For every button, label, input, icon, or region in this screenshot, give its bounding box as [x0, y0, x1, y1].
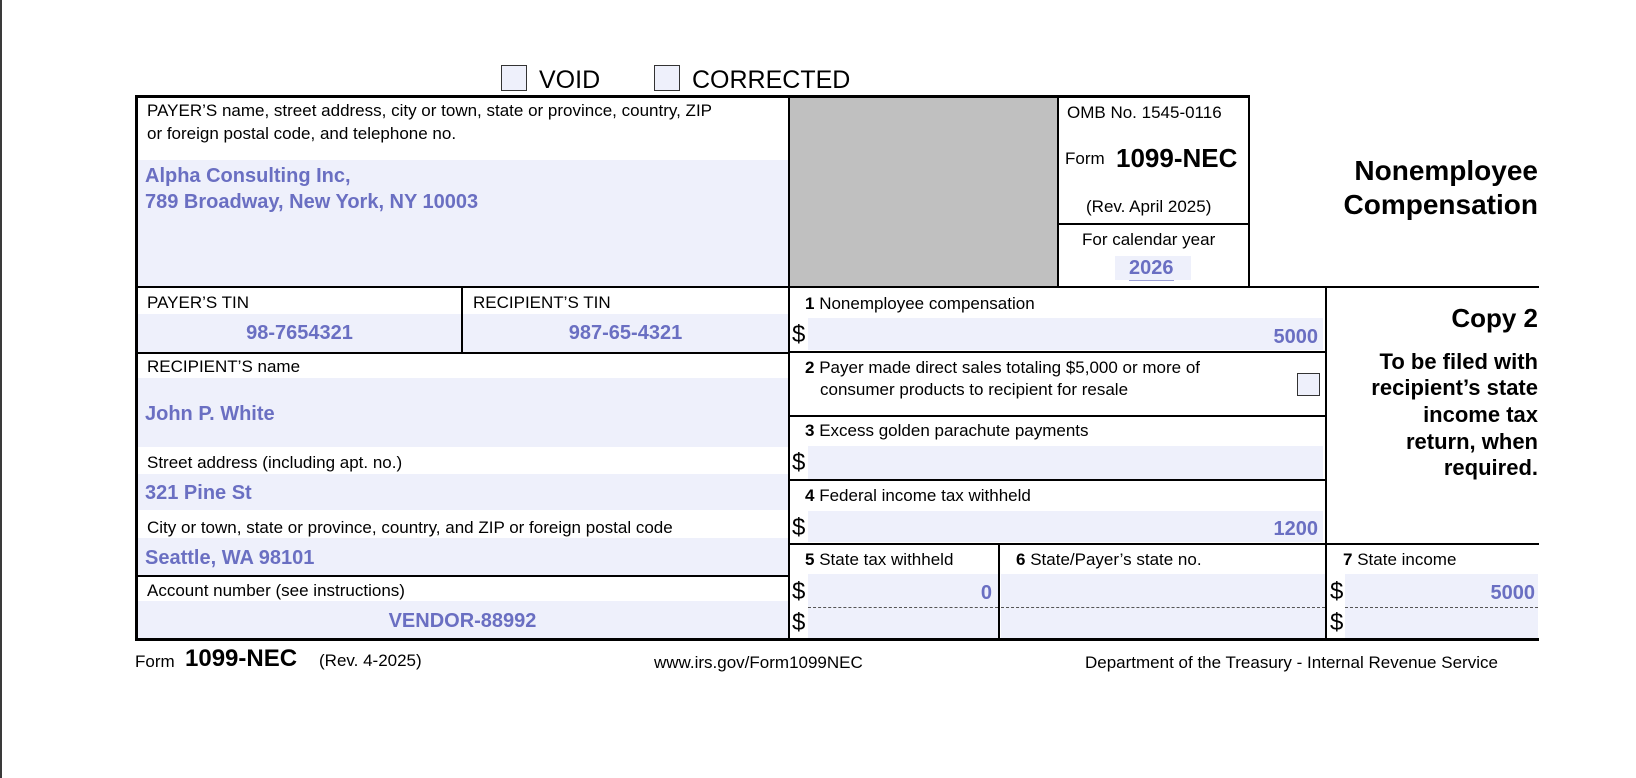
payer-address: 789 Broadway, New York, NY 10003 [145, 191, 479, 213]
box7-text: State income [1357, 550, 1457, 569]
box3-number: 3 [805, 421, 815, 440]
copy-instruction: To be filed with [1379, 349, 1538, 374]
column-divider [788, 95, 790, 641]
form-title: Nonemployee [1354, 155, 1538, 186]
box3-text: Excess golden parachute payments [819, 421, 1089, 440]
page-edge [0, 0, 2, 778]
recipient-tin-label: RECIPIENT’S TIN [473, 293, 611, 312]
box4-label [805, 486, 1031, 506]
dashed-divider [1345, 607, 1538, 608]
city-label: City or town, state or province, country, and ZIP or foreign postal code [147, 518, 673, 537]
box5-dollar: $ [792, 578, 806, 605]
void-checkbox[interactable] [501, 65, 527, 91]
box2-text: consumer products to recipient for resale [820, 380, 1129, 399]
omb-number: OMB No. 1545-0116 [1067, 103, 1222, 122]
row-divider [788, 351, 1327, 353]
void-label: VOID [539, 66, 601, 94]
payer-name: Alpha Consulting Inc, [145, 165, 351, 187]
footer-website[interactable]: www.irs.gov/Form1099NEC [654, 653, 863, 672]
row-divider [788, 479, 1327, 481]
box2-number: 2 [805, 358, 815, 377]
row-divider [788, 415, 1327, 417]
row-divider [135, 575, 790, 577]
box1-label [805, 294, 1035, 314]
box7-value: 5000 [1490, 582, 1535, 604]
box7-label [1343, 550, 1456, 570]
box4-text: Federal income tax withheld [819, 486, 1031, 505]
street-value: 321 Pine St [145, 482, 252, 504]
copy-title: Copy 2 [1451, 303, 1538, 333]
box1-value: 5000 [1273, 326, 1318, 348]
box3-label [805, 421, 1089, 441]
box3-dollar: $ [792, 449, 806, 476]
footer-department: Department of the Treasury - Internal Revenue Service [1085, 653, 1498, 672]
calendar-year-label: For calendar year [1082, 230, 1216, 249]
box6-label [1016, 550, 1202, 570]
box1-text: Nonemployee compensation [819, 294, 1035, 313]
column-divider [1057, 95, 1059, 288]
footer-form-name: 1099-NEC [185, 645, 298, 672]
account-label: Account number (see instructions) [147, 581, 405, 600]
box3-field[interactable] [808, 446, 1323, 479]
form-bottom-border [135, 638, 1539, 641]
dashed-divider [1001, 607, 1325, 608]
box5-text: State tax withheld [819, 550, 954, 569]
shaded-box [790, 97, 1058, 287]
street-label: Street address (including apt. no.) [147, 453, 403, 472]
box7-dollar: $ [1330, 578, 1344, 605]
box7-number: 7 [1343, 550, 1353, 569]
recipient-name: John P. White [145, 403, 275, 425]
copy-instruction: recipient’s state [1371, 375, 1538, 400]
corrected-checkbox[interactable] [654, 65, 680, 91]
box1-number: 1 [805, 294, 815, 313]
copy-instruction: income tax [1423, 402, 1538, 427]
box5-number: 5 [805, 550, 815, 569]
form-title: Compensation [1343, 189, 1538, 220]
box6-number: 6 [1016, 550, 1026, 569]
box5-dollar: $ [792, 609, 806, 636]
form-top-border [135, 95, 1250, 98]
box5-label [805, 550, 953, 570]
dashed-divider [808, 607, 998, 608]
copy-instruction: required. [1443, 455, 1538, 480]
copy-instruction: return, when [1405, 429, 1538, 454]
box4-number: 4 [805, 486, 815, 505]
payer-tin: 98-7654321 [246, 322, 353, 344]
box6-field[interactable] [1001, 574, 1325, 638]
form-left-border [135, 95, 138, 641]
form-name: 1099-NEC [1116, 143, 1238, 173]
footer-revision: (Rev. 4-2025) [319, 651, 422, 670]
box2-text: Payer made direct sales totaling $5,000 or more of [819, 358, 1201, 377]
calendar-year: 2026 [1129, 257, 1174, 279]
box4-value: 1200 [1273, 518, 1318, 540]
payer-label: PAYER’S name, street address, city or town, state or province, country, ZIP [147, 101, 713, 120]
form-revision: (Rev. April 2025) [1086, 197, 1212, 216]
recipient-tin: 987-65-4321 [568, 322, 683, 344]
row-divider [1057, 223, 1250, 225]
row-divider [135, 286, 1539, 288]
city-value: Seattle, WA 98101 [145, 547, 315, 569]
box6-text: State/Payer’s state no. [1030, 550, 1202, 569]
account-value: VENDOR-88992 [388, 610, 537, 632]
column-divider [1325, 286, 1327, 641]
box5-value: 0 [980, 582, 992, 604]
recipient-name-label: RECIPIENT’S name [147, 357, 301, 376]
box7-dollar: $ [1330, 609, 1344, 636]
payer-label: or foreign postal code, and telephone no. [147, 124, 457, 143]
payer-tin-label: PAYER’S TIN [147, 293, 250, 312]
box2-checkbox[interactable] [1297, 373, 1320, 396]
corrected-label: CORRECTED [692, 66, 851, 94]
box4-dollar: $ [792, 514, 806, 541]
column-divider [998, 543, 1000, 641]
footer-form-prefix: Form [135, 652, 175, 671]
box2-label [805, 358, 1200, 378]
form-prefix: Form [1065, 149, 1105, 168]
box1-dollar: $ [792, 321, 806, 348]
column-divider [1248, 95, 1250, 288]
row-divider [788, 543, 1539, 545]
